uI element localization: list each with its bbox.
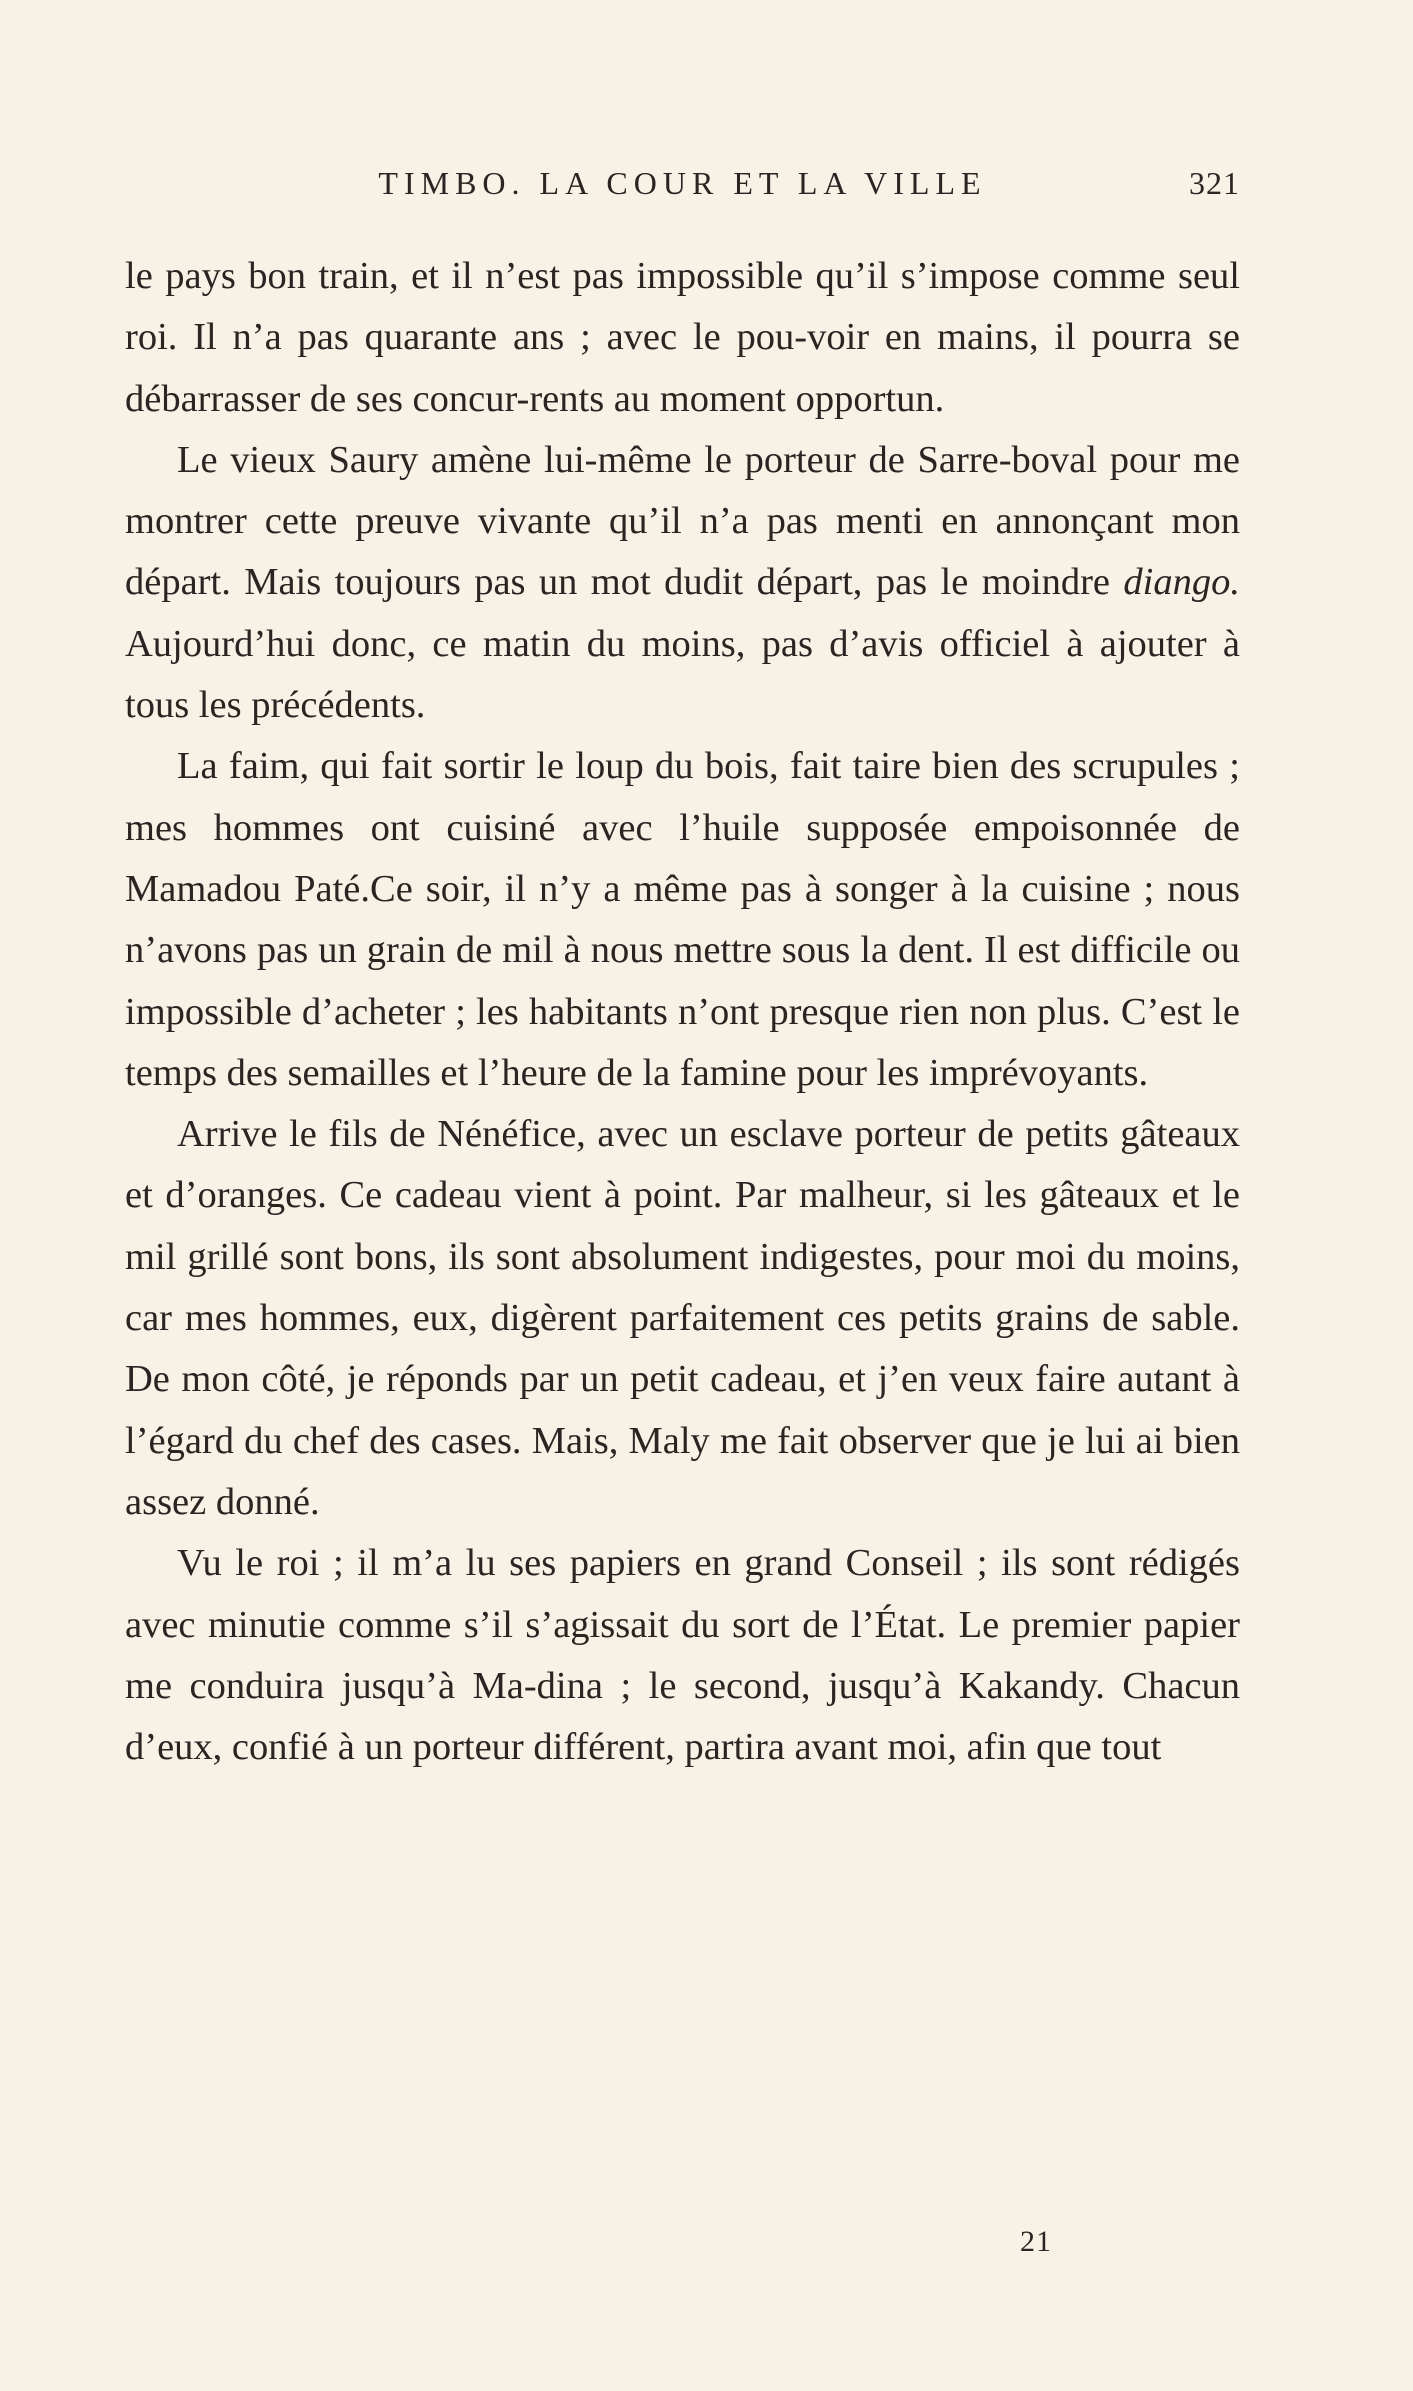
paragraph-2-tail: Aujourd’hui donc, ce matin du moins, pas d’avis officiel à ajouter à tous les précédents.: [125, 622, 1240, 727]
paragraph-2-text: Le vieux Saury amène lui-même le porteur de Sarre-boval pour me montrer cette preuve vivante qu’il n’a pas menti en annonçant mon départ. Mais toujours pas un mot dudit départ, pas le moindre: [125, 438, 1240, 604]
paragraph-3: La faim, qui fait sortir le loup du bois, fait taire bien des scrupules ; mes hommes ont cuisiné avec l’huile supposée empoisonnée de Mamadou Paté.Ce soir, il n’y a même pas à songer à la cuisine ; nous n’avons pas un grain de mil à nous mettre sous la dent. Il est difficile ou impossible d’acheter ; les habitants n’ont presque rien non plus. C’est le temps des semailles et l’heure de la famine pour les imprévoyants.: [125, 745, 1240, 1094]
running-title: TIMBO. LA COUR ET LA VILLE: [378, 165, 987, 201]
page-number: 321: [1189, 165, 1240, 201]
paragraph-4: Arrive le fils de Nénéfice, avec un esclave porteur de petits gâteaux et d’oranges. Ce cadeau vient à point. Par malheur, si les gâteaux et le mil grillé sont bons, ils sont absolument indigestes, pour moi du moins, car mes hommes, eux, digèrent parfaitement ces petits grains de sable. De mon côté, je réponds par un petit cadeau, et j’en veux faire autant à l’égard du chef des cases. Mais, Maly me fait observer que je lui ai bien assez donné.: [125, 1113, 1240, 1523]
body-text: [125, 246, 1240, 1778]
italic-term: diango.: [1123, 561, 1240, 604]
paragraph-5: Vu le roi ; il m’a lu ses papiers en grand Conseil ; ils sont rédigés avec minutie comme s’il s’agissait du sort de l’État. Le premier papier me conduira jusqu’à Ma-dina ; le second, jusqu’à Kakandy. Chacun d’eux, confié à un porteur différent, partira avant moi, afin que tout: [125, 1542, 1240, 1769]
signature-mark: 21: [1020, 2225, 1052, 2258]
page-header: [125, 158, 1240, 208]
paragraph-2: [125, 430, 1240, 736]
paragraph-1: le pays bon train, et il n’est pas impossible qu’il s’impose comme seul roi. Il n’a pas quarante ans ; avec le pou-voir en mains, il pourra se débarrasser de ses concur-rents au moment opportun.: [125, 255, 1240, 420]
